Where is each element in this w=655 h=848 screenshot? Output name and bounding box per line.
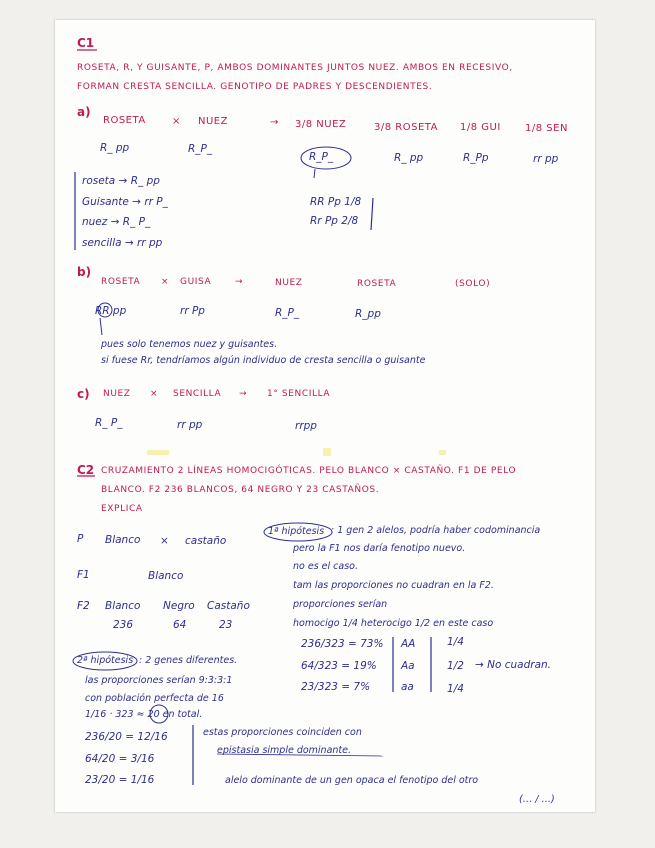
n-blanco: 236 — [113, 619, 134, 631]
key-sencilla: sencilla → rr pp — [82, 237, 163, 249]
n-castano: 23 — [219, 619, 233, 631]
hyp1-exp-3: 1/4 — [447, 683, 464, 695]
c2-statement-line2: BLANCO. F2 236 BLANCOS, 64 NEGRO Y 23 CASTAÑOS. — [101, 485, 380, 495]
p-blanco: Blanco — [105, 534, 141, 546]
c2-statement-line1: CRUZAMIENTO 2 LÍNEAS HOMOCIGÓTICAS. PELO BLANCO × CASTAÑO. F1 DE PELO — [101, 466, 517, 476]
b-note2: si fuese Rr, tendríamos algún individuo de cresta sencilla o guisante — [101, 355, 426, 366]
b-parent-roseta: ROSETA — [101, 277, 141, 287]
b-geno3: R_P_ — [275, 307, 300, 319]
a-offspring-gui: 1/8 GUI — [460, 122, 501, 133]
c-arrow: → — [239, 389, 248, 399]
f2-negro: Negro — [163, 600, 195, 612]
hyp2-calc-brown: 23/20 = 1/16 — [85, 774, 155, 786]
hyp2-line1: : 2 genes diferentes. — [139, 655, 238, 666]
key-guisante: Guisante → rr P_ — [82, 196, 168, 208]
f1-blanco: Blanco — [148, 570, 184, 582]
hyp2-calc-white: 236/20 = 12/16 — [85, 731, 168, 743]
f1-label: F1 — [77, 569, 90, 581]
b-arrow: → — [235, 277, 244, 287]
b-offspring-solo: (SOLO) — [455, 279, 491, 289]
hyp1-geno-aa: aa — [401, 681, 414, 693]
c1-heading: C1 — [77, 36, 95, 50]
hyp1-line6: homocigo 1/4 heterocigo 1/2 en este caso — [293, 618, 494, 629]
ratio-rr-pp-2: Rr Pp 2/8 — [310, 215, 359, 227]
c2-statement-line3: EXPLICA — [101, 504, 143, 514]
hyp2-line3: con población perfecta de 16 — [85, 693, 224, 704]
hyp2-line2: las proporciones serían 9:3:3:1 — [85, 675, 233, 686]
hyp1-calc-brown: 23/323 = 7% — [301, 681, 371, 693]
hyp1-calc-black: 64/323 = 19% — [301, 660, 377, 672]
a-geno-nuez: R_P_ — [309, 151, 334, 163]
hyp1-line5: proporciones serían — [293, 599, 388, 610]
f2-castano: Castaño — [207, 600, 250, 612]
hyp2-label: 2ª hipótesis — [77, 655, 134, 666]
a-arrow: → — [270, 117, 279, 128]
hyp1-line4: tam las proporciones no cuadran en la F2. — [293, 580, 494, 591]
a-offspring-nuez: 3/8 NUEZ — [295, 119, 347, 130]
hyp1-line3: no es el caso. — [293, 561, 358, 572]
key-nuez: nuez → R_ P_ — [82, 216, 151, 228]
b-offspring-nuez: NUEZ — [275, 278, 303, 288]
hyp1-line1: : 1 gen 2 alelos, podría haber codominancia — [331, 525, 541, 536]
a-geno-parent2: R_P_ — [188, 143, 213, 155]
c-geno1: R_ P_ — [95, 417, 123, 429]
ratio-rr-pp: RR Pp 1/8 — [310, 196, 362, 208]
hyp2-conclusion3: alelo dominante de un gen opaca el fenotipo del otro — [225, 775, 479, 786]
notebook-page — [55, 20, 595, 812]
b-geno4: R_pp — [355, 308, 381, 320]
b-geno1: RR pp — [95, 305, 127, 317]
a-parent-roseta: ROSETA — [103, 115, 146, 126]
c-parent-sencilla: SENCILLA — [173, 389, 222, 399]
a-geno-gui: R_Pp — [463, 152, 489, 164]
a-cross: × — [172, 116, 181, 127]
c2-heading: C2 — [77, 463, 95, 477]
a-offspring-sen: 1/8 SEN — [525, 123, 568, 134]
hyp1-verdict: → No cuadran. — [475, 659, 552, 671]
hyp2-total: 1/16 · 323 ≈ 20 en total. — [85, 709, 203, 720]
hyp1-calc-white: 236/323 = 73% — [301, 638, 384, 650]
part-a-label: a) — [77, 105, 91, 119]
continued-marker: (… / …) — [519, 794, 555, 805]
hyp1-exp-2: 1/2 — [447, 660, 464, 672]
hyp2-calc-black: 64/20 = 3/16 — [85, 753, 155, 765]
hyp1-geno-Aa: Aa — [401, 660, 415, 672]
key-roseta: roseta → R_ pp — [82, 175, 160, 187]
f2-label: F2 — [77, 600, 90, 612]
hyp1-exp-1: 1/4 — [447, 636, 464, 648]
part-c-label: c) — [77, 387, 90, 401]
c-geno2: rr pp — [177, 419, 203, 431]
c-cross: × — [150, 389, 159, 399]
a-geno-sen: rr pp — [533, 153, 559, 165]
b-cross: × — [161, 277, 170, 287]
hyp1-geno-AA: AA — [401, 638, 416, 650]
hyp1-line2: pero la F1 nos daría fenotipo nuevo. — [293, 543, 466, 554]
a-parent-nuez: NUEZ — [198, 116, 228, 127]
n-negro: 64 — [173, 619, 187, 631]
a-geno-roseta: R_ pp — [394, 152, 424, 164]
c1-statement-line2: FORMAN CRESTA SENCILLA. GENOTIPO DE PADRES Y DESCENDIENTES. — [77, 82, 433, 92]
p-cross: × — [160, 535, 169, 547]
b-note1: pues solo tenemos nuez y guisantes. — [101, 339, 278, 350]
a-geno-parent1: R_ pp — [100, 142, 130, 154]
b-geno2: rr Pp — [180, 305, 205, 317]
c-offspring: 1° SENCILLA — [267, 389, 331, 399]
hyp1-label: 1ª hipótesis — [268, 526, 325, 537]
p-label: P — [77, 533, 84, 545]
c-parent-nuez: NUEZ — [103, 389, 131, 399]
f2-blanco: Blanco — [105, 600, 141, 612]
b-offspring-roseta: ROSETA — [357, 279, 397, 289]
hyp2-conclusion1: estas proporciones coinciden con — [203, 727, 362, 738]
a-offspring-roseta: 3/8 ROSETA — [374, 122, 438, 133]
c1-statement-line1: ROSETA, R, Y GUISANTE, P, AMBOS DOMINANTES JUNTOS NUEZ. AMBOS EN RECESIVO, — [77, 63, 513, 73]
c-geno3: rrpp — [295, 420, 317, 432]
hyp2-conclusion2: epistasia simple dominante. — [217, 745, 352, 756]
b-parent-guisa: GUISA — [180, 277, 212, 287]
part-b-label: b) — [77, 265, 92, 279]
p-castano: castaño — [185, 535, 227, 547]
